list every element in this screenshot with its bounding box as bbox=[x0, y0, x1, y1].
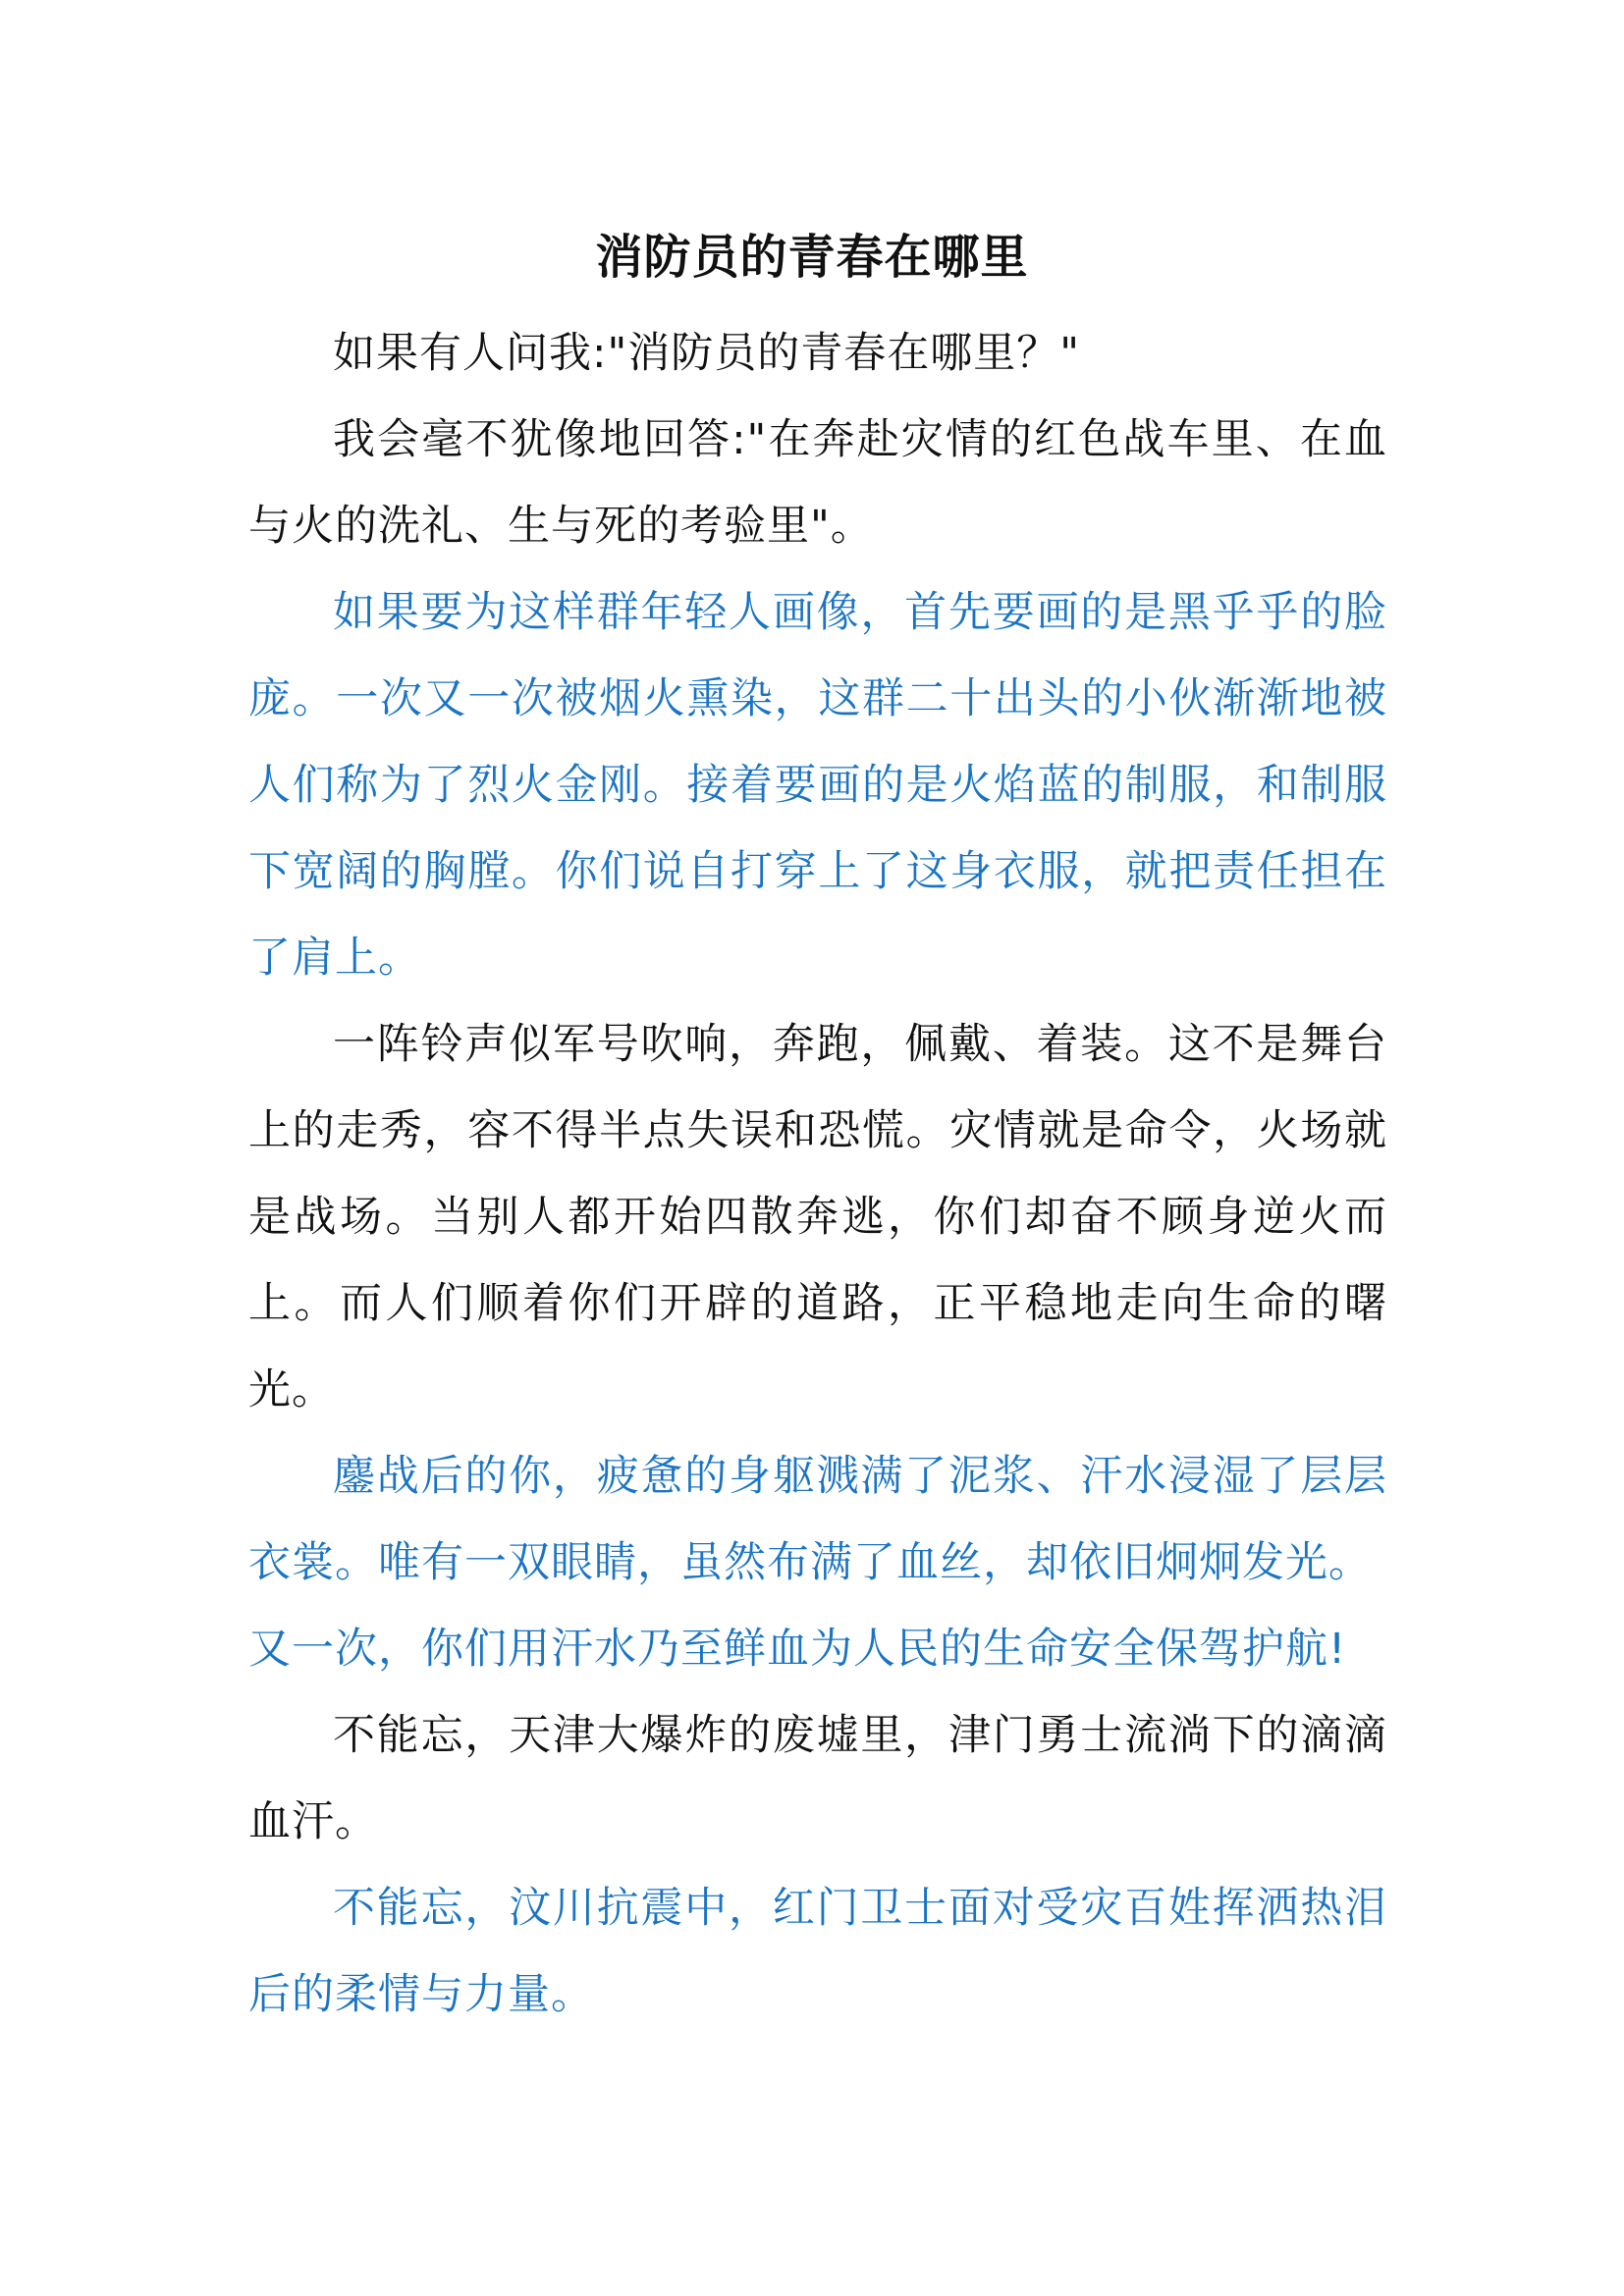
paragraph-tianjin: 不能忘，天津大爆炸的废墟里，津门勇士流淌下的滴滴血汗。 bbox=[248, 1711, 1387, 1846]
paragraph-after-battle: 鏖战后的你，疲惫的身躯溅满了泥浆、汗水浸湿了层层衣裳。唯有一双眼睛，虽然布满了血丝，却依旧炯炯发光。 bbox=[248, 1452, 1387, 1587]
document-title: 消防员的青春在哪里 bbox=[595, 230, 1029, 285]
paragraph-portrait: 如果要为这样群年轻人画像，首先要画的是黑乎乎的脸庞。一次又一次被烟火熏染，这群二十出头的小伙渐渐地被人们称为了烈火金刚。接着要画的是火焰蓝的制服，和制服下宽阔的胸膛。你们说自打穿上了这身衣服，就把责任担在了肩上。 bbox=[248, 588, 1387, 983]
paragraph-again: 又一次，你们用汗水乃至鲜血为人民的生命安全保驾护航! bbox=[248, 1625, 1347, 1674]
paragraph-alarm: 一阵铃声似军号吹响，奔跑，佩戴、着装。这不是舞台上的走秀，容不得半点失误和恐慌。灾情就是命令，火场就是战场。当别人都开始四散奔逃，你们却奋不顾身逆火而上。而人们顺着你们开辟的道路，正平稳地走向生命的曙光。 bbox=[248, 1020, 1387, 1415]
document-body bbox=[248, 310, 1387, 2038]
paragraph-answer: 我会毫不犹像地回答:"在奔赴灾情的红色战车里、在血与火的洗礼、生与死的考验里"。 bbox=[248, 415, 1387, 551]
paragraph-wenchuan: 不能忘，汶川抗震中，红门卫士面对受灾百姓挥洒热泪后的柔情与力量。 bbox=[248, 1884, 1387, 2019]
paragraph-question: 如果有人问我:"消防员的青春在哪里？" bbox=[333, 329, 1081, 378]
